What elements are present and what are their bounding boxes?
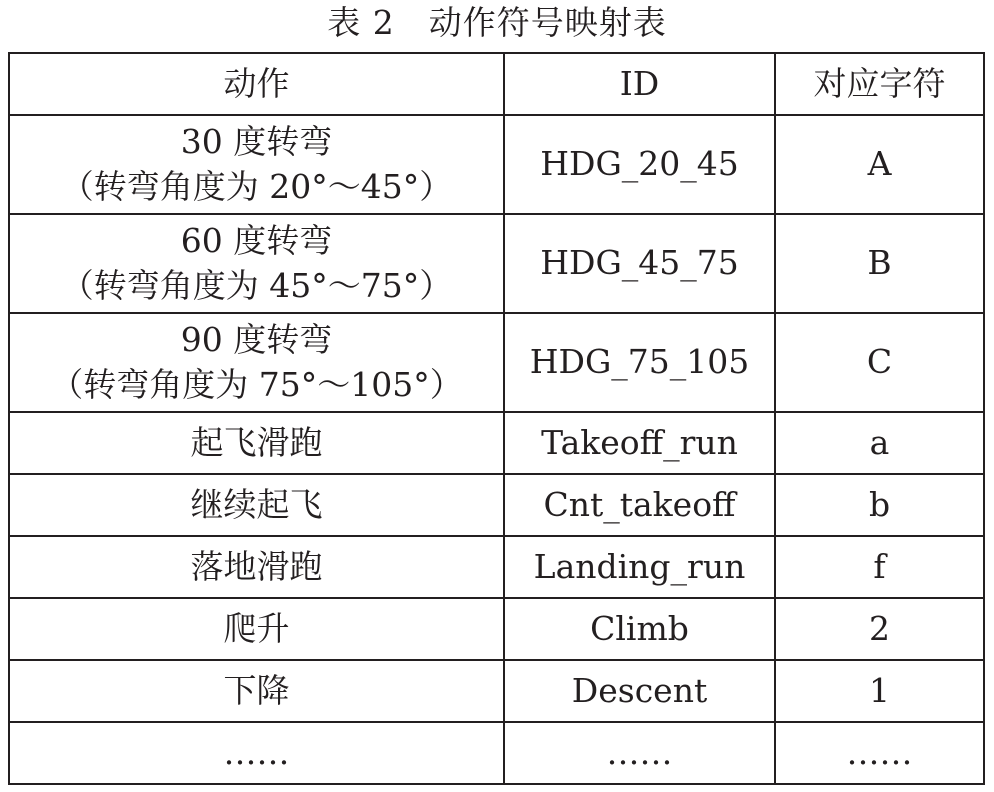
- header-id: ID: [504, 53, 775, 115]
- action-detail: （转弯角度为 75°～105°）: [50, 364, 463, 404]
- table-row: [9, 598, 984, 660]
- table-row: [9, 536, 984, 598]
- action-cell: ……: [9, 722, 504, 784]
- id-cell: HDG_45_75: [504, 214, 775, 313]
- char-cell: ……: [775, 722, 984, 784]
- char-cell: B: [775, 214, 984, 313]
- id-cell: Climb: [504, 598, 775, 660]
- action-cell: [9, 313, 504, 412]
- action-name: 90 度转弯: [180, 319, 333, 359]
- table-row: [9, 115, 984, 214]
- table-caption: 表 2 动作符号映射表: [327, 3, 667, 42]
- header-char: 对应字符: [775, 53, 984, 115]
- char-cell: 2: [775, 598, 984, 660]
- table-header-row: [9, 53, 984, 115]
- table-row: [9, 313, 984, 412]
- action-cell: 起飞滑跑: [9, 412, 504, 474]
- action-detail: （转弯角度为 45°～75°）: [60, 265, 453, 305]
- id-cell: Descent: [504, 660, 775, 722]
- id-cell: Cnt_takeoff: [504, 474, 775, 536]
- id-cell: Takeoff_run: [504, 412, 775, 474]
- char-cell: 1: [775, 660, 984, 722]
- table-row: [9, 722, 984, 784]
- char-cell: f: [775, 536, 984, 598]
- table-row: [9, 214, 984, 313]
- header-action: 动作: [9, 53, 504, 115]
- char-cell: a: [775, 412, 984, 474]
- table-row: [9, 474, 984, 536]
- action-detail: （转弯角度为 20°～45°）: [60, 166, 453, 206]
- action-name: 60 度转弯: [180, 220, 333, 260]
- id-cell: ……: [504, 722, 775, 784]
- char-cell: C: [775, 313, 984, 412]
- action-symbol-table: [8, 52, 985, 785]
- action-name: 30 度转弯: [180, 121, 333, 161]
- id-cell: Landing_run: [504, 536, 775, 598]
- char-cell: b: [775, 474, 984, 536]
- action-cell: 落地滑跑: [9, 536, 504, 598]
- action-cell: 下降: [9, 660, 504, 722]
- action-cell: 继续起飞: [9, 474, 504, 536]
- action-cell: [9, 214, 504, 313]
- table-row: [9, 660, 984, 722]
- action-cell: [9, 115, 504, 214]
- char-cell: A: [775, 115, 984, 214]
- id-cell: HDG_20_45: [504, 115, 775, 214]
- action-cell: 爬升: [9, 598, 504, 660]
- table-row: [9, 412, 984, 474]
- id-cell: HDG_75_105: [504, 313, 775, 412]
